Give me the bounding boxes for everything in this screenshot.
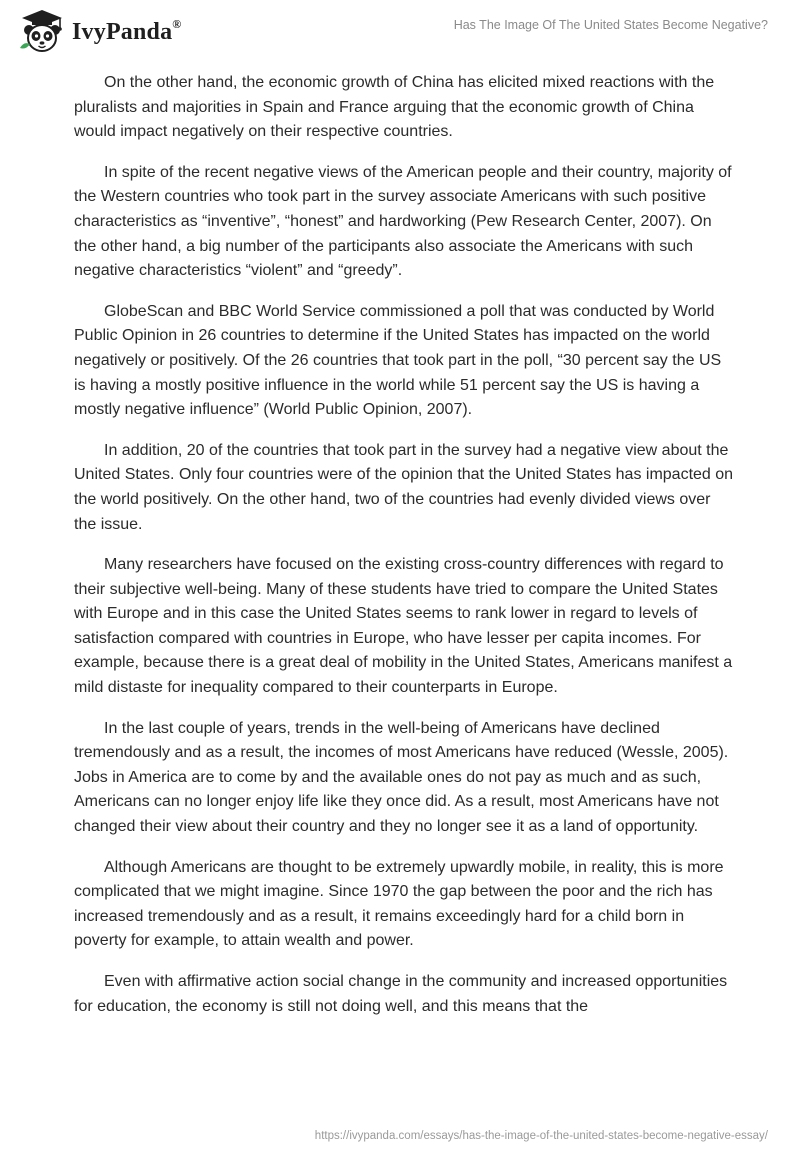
paragraph: Although Americans are thought to be extremely upwardly mobile, in reality, this is more complicated that we might imagine. Since 1970 the gap between the poor and the rich has increased tremendously and as a result, it remains exceedingly hard for a child born in poverty for example, to attain wealth and power. (74, 858, 724, 950)
brand-name: IvyPanda® (72, 16, 182, 45)
paragraph: In addition, 20 of the countries that took part in the survey had a negative view about the United States. Only four countries were of the opinion that the United States has impacted on the world positively. On the other hand, two of the countries had evenly divided views over the issue. (74, 441, 734, 533)
paragraph: GlobeScan and BBC World Service commissioned a poll that was conducted by World Public Opinion in 26 countries to determine if the United States has impacted on the world negatively or positively. Of the 26 countries that took part in the poll, “30 percent say the US is having a mostly positive influence in the world while 51 percent say the US is having a mostly negative influence” (World Public Opinion, 2007). (74, 302, 722, 419)
paragraph: Many researchers have focused on the existing cross-country differences with regard to their subjective well-being. Many of these students have tried to compare the United States with Europe and in this case the United States seems to rank lower in regard to levels of satisfaction compared with countries in Europe, who have lesser per capita incomes. For example, because there is a great deal of mobility in the United States, Americans manifest a mild distaste for inequality compared to their counterparts in Europe. (74, 556, 733, 697)
paragraph: Even with affirmative action social change in the community and increased opportunities for education, the economy is still not doing well, and this means that the (74, 973, 728, 1015)
page-header (0, 0, 800, 60)
paragraph: In spite of the recent negative views of the American people and their country, majority of the Western countries who took part in the survey associate Americans with such positive characteristics as “inventive”, “honest” and hardworking (Pew Research Center, 2007). On the other hand, a big number of the participants also associate the Americans with such negative characteristics “violent” and “greedy”. (74, 163, 732, 280)
panda-graduate-icon (14, 8, 70, 56)
ivypanda-logo[interactable] (14, 8, 181, 56)
document-title: Has The Image Of The United States Become Negative? (453, 18, 768, 32)
source-url[interactable]: https://ivypanda.com/essays/has-the-image-of-the-united-states-become-negative-essay/ (314, 1130, 768, 1142)
essay-body (74, 71, 734, 1035)
paragraph: In the last couple of years, trends in the well-being of Americans have declined tremendously and as a result, the incomes of most Americans have reduced (Wessle, 2005). Jobs in America are to come by and the available ones do not pay as much and as such, Americans can no longer enjoy life like they once did. As a result, most Americans have not changed their view about their country and they no longer see it as a land of opportunity. (74, 719, 729, 836)
paragraph: On the other hand, the economic growth of China has elicited mixed reactions with the pluralists and majorities in Spain and France arguing that the economic growth of China would impact negatively on their respective countries. (74, 74, 715, 141)
